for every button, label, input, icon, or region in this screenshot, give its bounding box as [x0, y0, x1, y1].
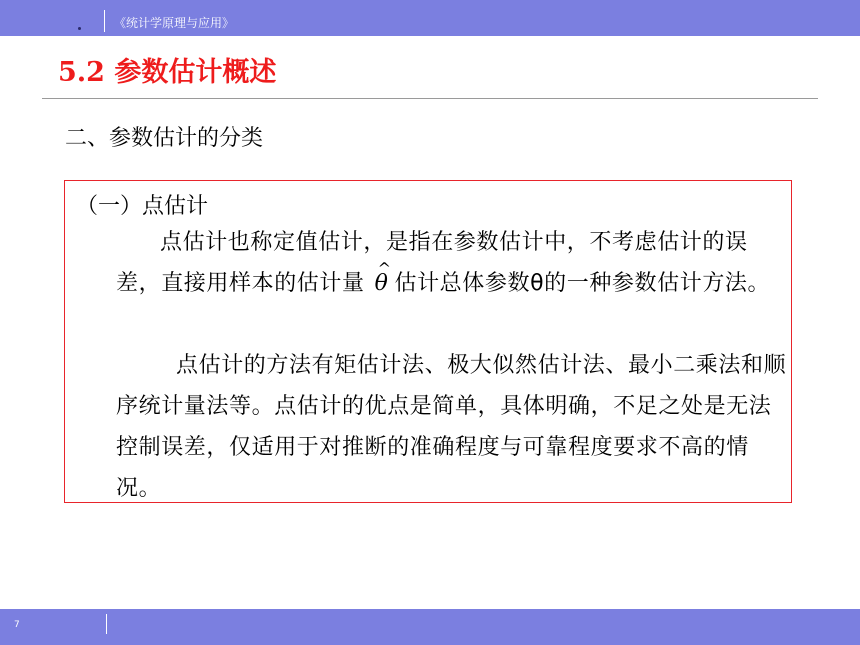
- course-title: 《统计学原理与应用》: [114, 16, 235, 30]
- theta-hat-symbol: ^ θ: [375, 263, 389, 304]
- page-number: 7: [14, 620, 20, 630]
- point-estimation-box: [64, 180, 792, 503]
- banner-dot: [78, 27, 81, 30]
- banner-divider: [104, 10, 105, 32]
- bottom-banner: [0, 609, 860, 645]
- title-underline: [42, 98, 818, 99]
- footer-divider: [106, 614, 107, 634]
- definition-text-start: 点估计也称定值估计，是指在参数估计中，不考虑估计的误差，直接用样本的估计量: [116, 230, 748, 296]
- definition-paragraph: [116, 222, 788, 304]
- methods-paragraph: 点估计的方法有矩估计法、极大似然估计法、最小二乘法和顺序统计量法等。点估计的优点是简单，具体明确，不足之处是无法控制误差，仅适用于对推断的准确程度与可靠程度要求不高的情况。: [116, 353, 787, 501]
- definition-text-end: 估计总体参数θ的一种参数估计方法。: [394, 271, 771, 296]
- box-heading: （一）点估计: [76, 194, 209, 219]
- section-title: 5.2 参数估计概述: [58, 57, 277, 88]
- subheading: 二、参数估计的分类: [65, 126, 264, 151]
